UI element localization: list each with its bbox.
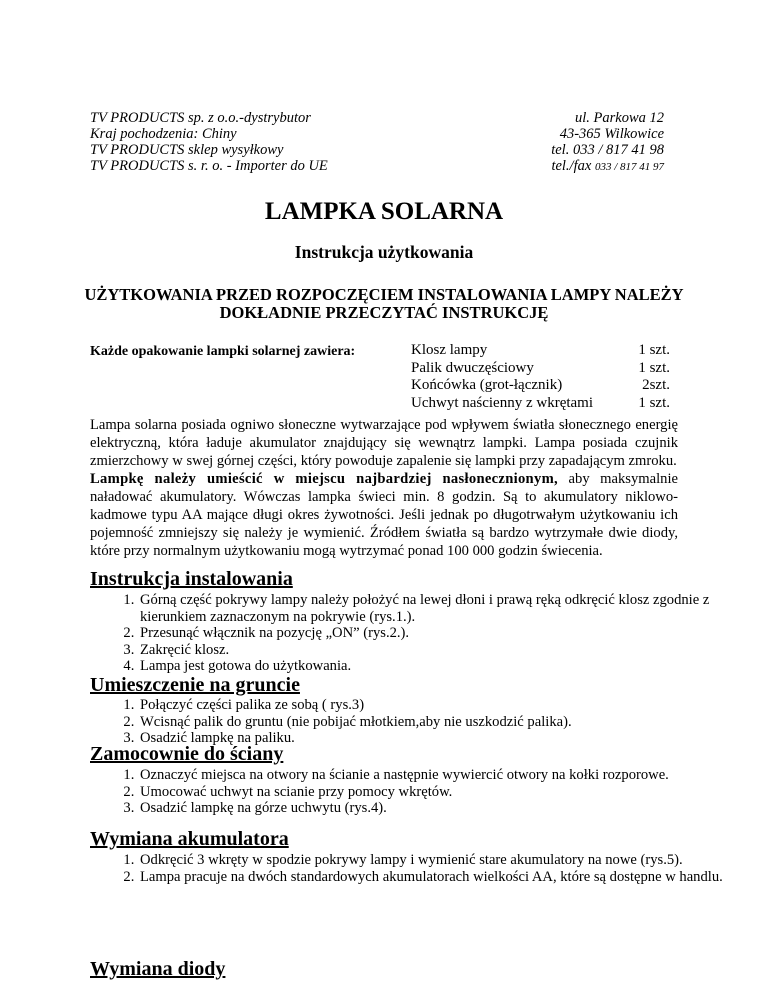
description <box>90 416 678 560</box>
list-item: 1. Połączyć części palika ze sobą ( rys.3) <box>138 697 728 714</box>
package-contents <box>411 342 670 412</box>
list-item: 2. Lampa pracuje na dwóch standardowych akumulatorach wielkości AA, które są dostępne w handlu. <box>138 869 728 886</box>
list-item: 1. Górną część pokrywy lampy należy położyć na lewej dłoni i prawą ręką odkręcić klosz zgodnie z kierunkiem zaznaczonym na pokrywie (rys.1.). <box>138 592 728 625</box>
item-name: Uchwyt naścienny z wkrętami <box>411 394 594 411</box>
package-label: Każde opakowanie lampki solarnej zawiera: <box>90 344 356 359</box>
item-qty: 1 szt. <box>638 342 670 358</box>
item-name: Końcówka (grot-łącznik) <box>411 377 563 393</box>
list-item: 2. Przesunąć włącznik na pozycję „ON” (rys.2.). <box>138 625 728 642</box>
ground-steps <box>90 697 728 747</box>
section-heading-battery: Wymiana akumulatora <box>90 828 289 850</box>
battery-steps <box>90 852 728 885</box>
item-qty: 1 szt. <box>638 394 670 411</box>
package-item <box>411 395 670 413</box>
placement-text: aby maksymalnie naładować akumulatory. Wówczas lampka świeci min. 8 godzin. Są to akumulatory niklowo-kadmowe typu AA mające długi okres żywotności. Jeśli jednak po długotrwałym użytkowaniu ich pojemność zmniejszy się należy je wymienić. Źródłem światła są bardzo wytrzymałe dwie diody, które przy normalnym użytkowaniu mogą wytrzymać ponad 100 000 godzin świecenia. <box>90 471 678 559</box>
description-paragraph <box>90 470 678 560</box>
list-item: 3. Zakręcić klosz. <box>138 642 728 659</box>
header-line: 43-365 Wilkowice <box>559 126 664 142</box>
section-heading-wall: Zamocownie do ściany <box>90 743 284 765</box>
list-item: 3. Osadzić lampkę na górze uchwytu (rys.4). <box>138 800 728 817</box>
document-title: LAMPKA SOLARNA <box>264 198 504 225</box>
fax-label: tel./fax <box>551 158 592 174</box>
package-item <box>411 342 670 360</box>
item-name: Palik dwuczęściowy <box>411 359 534 376</box>
list-item: 1. Odkręcić 3 wkręty w spodzie pokrywy lampy i wymienić stare akumulatory na nowe (rys.5). <box>138 852 728 869</box>
section-heading-install: Instrukcja instalowania <box>90 568 293 590</box>
section-heading-diode: Wymiana diody <box>90 958 226 980</box>
list-item: 3. Osadzić lampkę na paliku. <box>138 730 728 747</box>
install-steps <box>90 592 728 675</box>
list-item: 2. Wcisnąć palik do gruntu (nie pobijać młotkiem,aby nie uszkodzić palika). <box>138 714 728 731</box>
package-item <box>411 377 670 395</box>
list-item: 2. Umocować uchwyt na scianie przy pomocy wkrętów. <box>138 784 728 801</box>
item-qty: 2szt. <box>642 377 670 393</box>
section-heading-ground: Umieszczenie na gruncie <box>90 674 300 696</box>
list-item: 4. Lampa jest gotowa do użytkowania. <box>138 658 728 675</box>
header-fax <box>551 158 664 175</box>
warning-notice: UŻYTKOWANIA PRZED ROZPOCZĘCIEM INSTALOWANIA LAMPY NALEŻY DOKŁADNIE PRZECZYTAĆ INSTRUKCJĘ <box>84 285 684 322</box>
wall-steps <box>90 767 728 817</box>
header-line: tel. 033 / 817 41 98 <box>551 142 664 158</box>
item-qty: 1 szt. <box>638 359 670 376</box>
header-line: TV PRODUCTS sp. z o.o.-dystrybutor <box>90 110 311 126</box>
placement-emphasis: Lampkę należy umieścić w miejscu najbardziej nasłonecznionym, <box>90 471 558 487</box>
header-address <box>551 110 664 175</box>
document-subtitle: Instrukcja użytkowania <box>294 242 474 262</box>
header-line: TV PRODUCTS sklep wysyłkowy <box>90 142 284 158</box>
item-name: Klosz lampy <box>411 342 488 358</box>
header-line: ul. Parkowa 12 <box>574 110 664 126</box>
list-item: 1. Oznaczyć miejsca na otwory na ścianie a następnie wywiercić otwory na kołki rozporowe. <box>138 767 728 784</box>
header-line: Kraj pochodzenia: Chiny <box>90 126 237 142</box>
header-company-info <box>90 110 328 174</box>
package-item <box>411 360 670 378</box>
fax-number: 033 / 817 41 97 <box>594 161 664 173</box>
description-paragraph: Lampa solarna posiada ogniwo słoneczne wytwarzające pod wpływem światła słonecznego energię elektryczną, która ładuje akumulator znajdujący się wewnątrz lampki. Lampa posiada czujnik zmierzchowy w swej górnej części, który powoduje zapalenie się lampki przy zapadającym zmroku. <box>90 417 678 469</box>
header-line: TV PRODUCTS s. r. o. - Importer do UE <box>90 158 328 174</box>
